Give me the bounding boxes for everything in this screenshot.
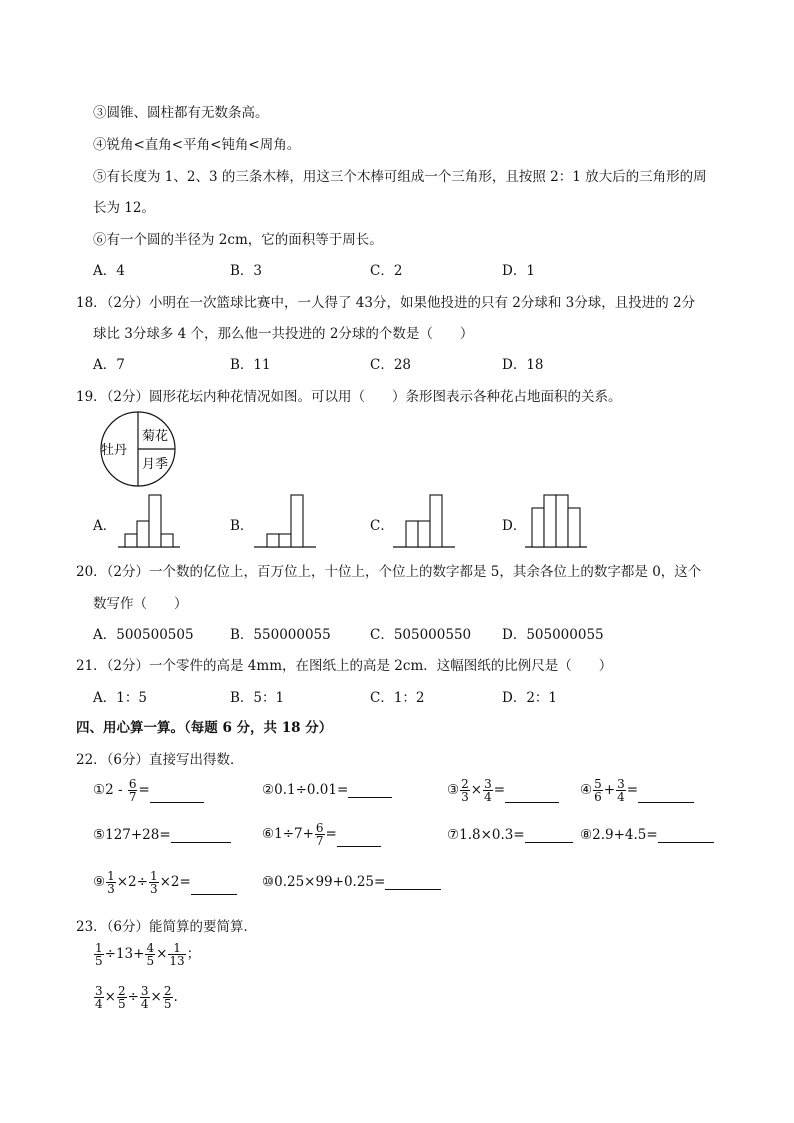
q19-option-a-label[interactable]: A．: [93, 518, 117, 534]
calc-item-6: ⑥1÷7+ $\frac{6}{7}$ =: [262, 822, 381, 847]
bar-a-2: [137, 521, 149, 547]
q17-option-b[interactable]: B．3: [230, 263, 263, 279]
calc-item-7: ⑦1.8×0.3=: [447, 827, 573, 843]
q19-line1: 19．（2分）圆形花坛内种花情况如图。可以用（ ）条形图表示各种花占地面积的关系。: [76, 389, 622, 405]
bar-b-1: [267, 534, 279, 547]
calc-item-1: ①2 - $\frac{6}{7}$ =: [93, 778, 204, 803]
statement-6: ⑥有一个圆的半径为 2cm，它的面积等于周长。: [93, 232, 383, 248]
q18-option-d[interactable]: D．18: [502, 357, 544, 373]
bar-chart-c[interactable]: [393, 488, 455, 550]
bar-d-4: [568, 508, 580, 547]
fraction: $\frac{6}{7}$: [128, 777, 137, 804]
q20-line2: 数写作（ ）: [93, 596, 188, 612]
q21-option-b[interactable]: B．5：1: [230, 690, 285, 706]
q23-title: 23．（6分）能简算的要简算．: [76, 919, 258, 935]
q20-option-d[interactable]: D．505000055: [502, 627, 604, 643]
bar-b-3: [291, 495, 303, 547]
q22-title: 22．（6分）直接写出得数．: [76, 752, 244, 768]
bar-c-1: [406, 521, 418, 547]
simplify-expression-1: $\frac{1}{5}$ ÷13+ $\frac{4}{5}$ × $\frac{1}{13}$ ；: [95, 941, 201, 968]
calc-item-2: ②0.1÷0.01=: [262, 782, 392, 798]
q17-option-d[interactable]: D．1: [502, 263, 535, 279]
statement-5-line2: 长为 12。: [93, 200, 155, 216]
pie-chart: [93, 410, 183, 488]
statement-5-line1: ⑤有长度为 1、2、3 的三条木棒，用这三个木棒可组成一个三角形，且按照 2：1 放大后的三角形的周: [93, 169, 707, 185]
calc-item-9: ⑨ $\frac{1}{3}$ ×2÷ $\frac{1}{3}$ ×2=: [93, 870, 237, 895]
q17-option-c[interactable]: C．2: [370, 263, 403, 279]
bar-a-4: [161, 534, 173, 547]
calc-item-8: ⑧2.9+4.5=: [580, 827, 714, 843]
bar-b-2: [279, 534, 291, 547]
calc-item-10: ⑩0.25×99+0.25=: [262, 874, 441, 890]
q20-line1: 20．（2分）一个数的亿位上，百万位上，十位上，个位上的数字都是 5，其余各位上的数字都是 0，这个: [76, 564, 702, 580]
calc-item-4: ④ $\frac{5}{6}$ + $\frac{3}{4}$ =: [580, 778, 694, 803]
q20-option-a[interactable]: A．500500505: [93, 627, 194, 643]
bar-a-3: [149, 495, 161, 547]
q20-option-c[interactable]: C．505000550: [370, 627, 472, 643]
q21-option-d[interactable]: D．2：1: [502, 690, 558, 706]
answer-blank[interactable]: [348, 783, 392, 798]
bar-d-2: [544, 495, 556, 547]
q18-line1: 18．（2分）小明在一次篮球比赛中，一人得了 43分，如果他投进的只有 2分球和 3分球，且投进的 2分: [76, 295, 696, 311]
q21-option-c[interactable]: C．1：2: [370, 690, 425, 706]
answer-blank[interactable]: [525, 828, 573, 843]
answer-blank[interactable]: [337, 832, 381, 847]
bar-a-1: [125, 534, 137, 547]
bar-c-2: [418, 521, 430, 547]
q20-option-b[interactable]: B．550000055: [230, 627, 331, 643]
answer-blank[interactable]: [150, 788, 204, 803]
q19-option-b-label[interactable]: B．: [230, 518, 254, 534]
answer-blank[interactable]: [505, 788, 559, 803]
q19-option-c-label[interactable]: C．: [370, 518, 394, 534]
q17-option-a[interactable]: A．4: [93, 263, 125, 279]
bar-chart-b[interactable]: [254, 488, 316, 550]
pie-label-yueji: 月季: [142, 457, 169, 472]
bar-c-3: [430, 495, 442, 547]
answer-blank[interactable]: [385, 875, 441, 890]
section-4-heading: 四、用心算一算。（每题 6 分，共 18 分）: [76, 720, 333, 736]
calc-item-3: ③ $\frac{2}{3}$ × $\frac{3}{4}$ =: [447, 778, 559, 803]
bar-chart-a[interactable]: [118, 488, 180, 550]
bar-d-3: [556, 495, 568, 547]
bar-chart-d[interactable]: [525, 488, 587, 550]
q21-line1: 21．（2分）一个零件的高是 4mm，在图纸上的高是 2cm．这幅图纸的比例尺是（ ）: [76, 658, 613, 674]
answer-blank[interactable]: [171, 828, 231, 843]
q21-option-a[interactable]: A．1：5: [93, 690, 147, 706]
bar-d-1: [532, 508, 544, 547]
statement-4: ④锐角<直角<平角<钝角<周角。: [93, 137, 301, 153]
statement-3: ③圆锥、圆柱都有无数条高。: [93, 105, 269, 121]
q18-option-c[interactable]: C．28: [370, 357, 412, 373]
pie-label-mudan: 牡丹: [101, 443, 128, 458]
q18-option-a[interactable]: A．7: [93, 357, 125, 373]
answer-blank[interactable]: [658, 828, 714, 843]
simplify-expression-2: $\frac{3}{4}$ × $\frac{2}{5}$ ÷ $\frac{3}{4}$ × $\frac{2}{5}$ .: [95, 984, 178, 1011]
answer-blank[interactable]: [191, 880, 237, 895]
calc-item-5: ⑤127+28=: [93, 827, 231, 843]
q18-option-b[interactable]: B．11: [230, 357, 271, 373]
answer-blank[interactable]: [638, 788, 694, 803]
pie-label-juhua: 菊花: [142, 429, 169, 444]
q19-option-d-label[interactable]: D．: [502, 518, 527, 534]
q18-line2: 球比 3分球多 4 个，那么他一共投进的 2分球的个数是（ ）: [93, 326, 474, 342]
